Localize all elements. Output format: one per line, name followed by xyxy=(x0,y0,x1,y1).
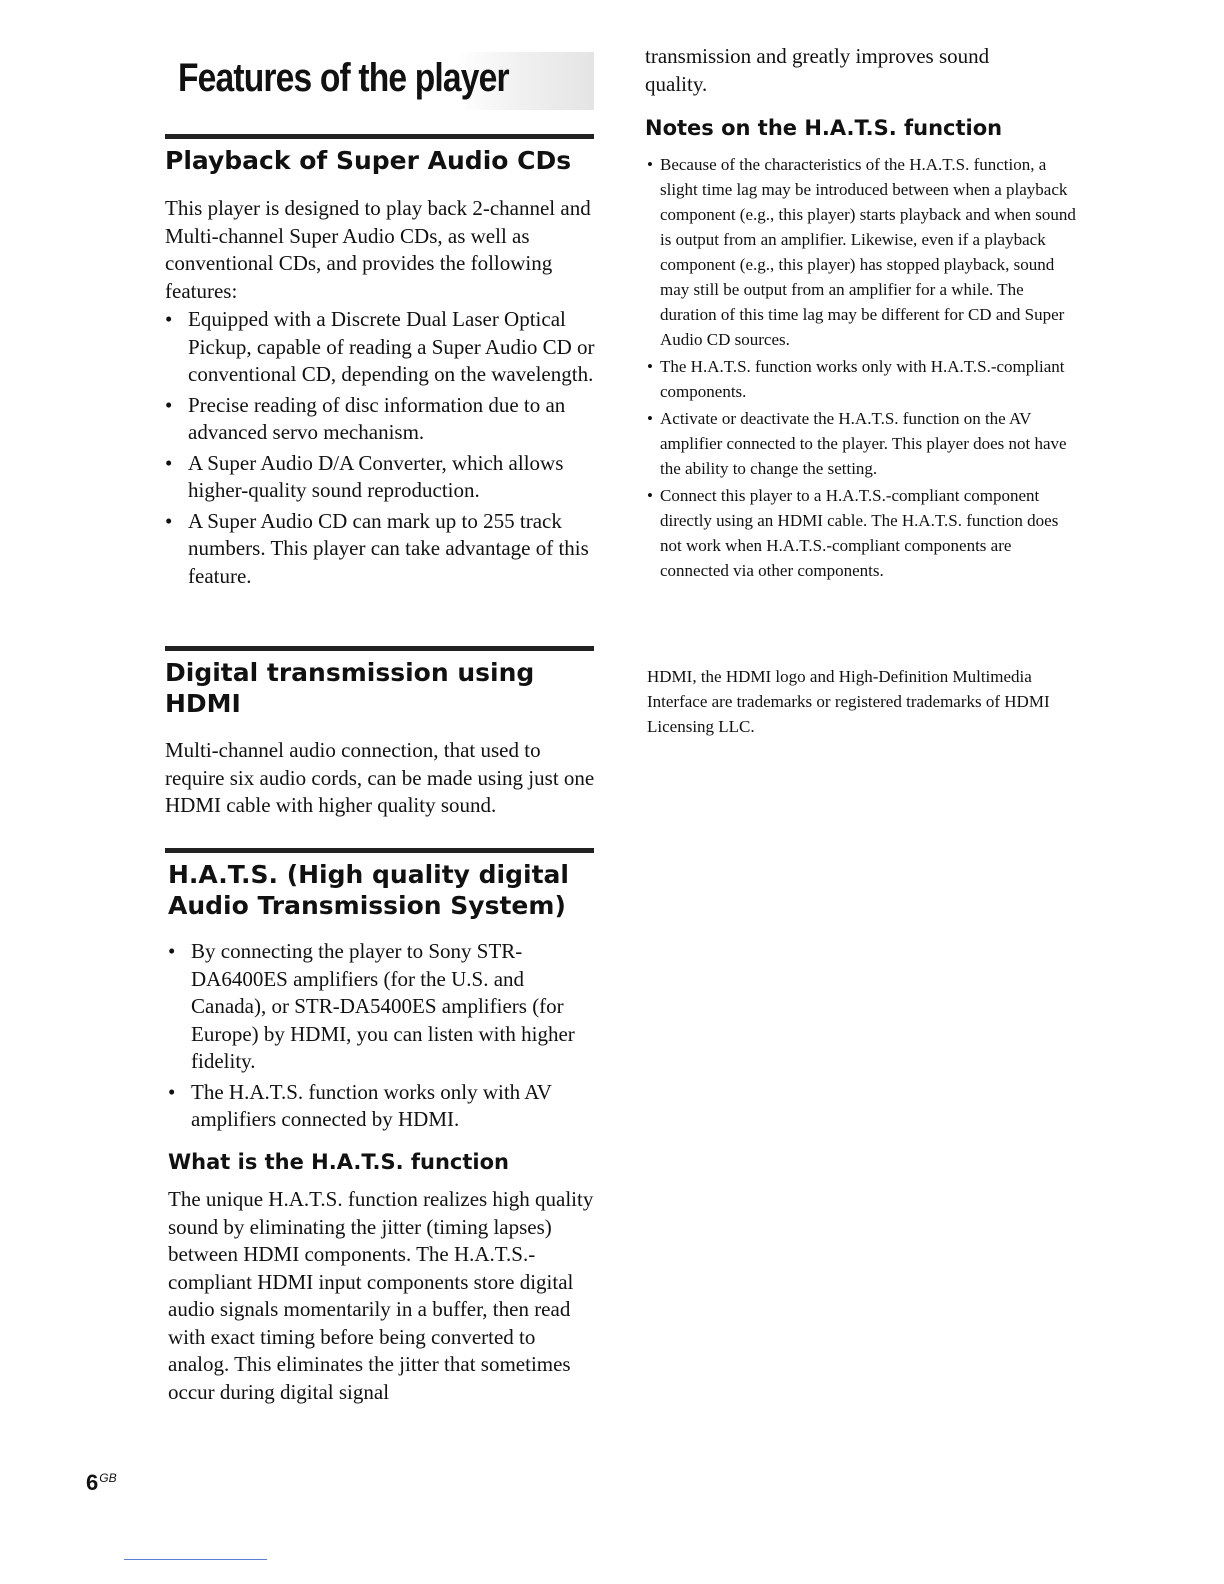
list-item: • Because of the characteristics of the H.A.T.S. function, a slight time lag may be introduced between when a playback component (e.g., this player) starts playback and when sound is output from an amplifier. Likewise, even if a playback component (e.g., this player) has stopped playback, sound may still be output from an amplifier for a while. The duration of this time lag may be different for CD and Super Audio CD sources. xyxy=(647,152,1077,352)
bullet-icon: • xyxy=(647,357,653,376)
bullet-icon: • xyxy=(647,155,653,174)
list-item: • Connect this player to a H.A.T.S.-compliant component directly using an HDMI cable. The H.A.T.S. function does not work when H.A.T.S.-compliant components are connected via other components. xyxy=(647,483,1077,583)
page-title-banner xyxy=(168,52,594,110)
sacd-feature-list xyxy=(165,306,595,593)
list-item: • A Super Audio D/A Converter, which allows higher-quality sound reproduction. xyxy=(165,450,564,502)
list-item: • The H.A.T.S. function works only with AV amplifiers connected by HDMI. xyxy=(168,1079,552,1131)
bullet-icon: • xyxy=(165,392,173,417)
bullet-icon: • xyxy=(165,508,173,533)
list-item: • Activate or deactivate the H.A.T.S. function on the AV amplifier connected to the player. This player does not have the ability to change the setting. xyxy=(647,406,1077,481)
section-rule xyxy=(165,646,594,651)
hats-feature-list xyxy=(168,938,598,1137)
sacd-intro: This player is designed to play back 2-channel and Multi-channel Super Audio CDs, as well as conventional CDs, and provides the following features: xyxy=(165,196,591,303)
bullet-icon: • xyxy=(168,939,176,963)
section-heading-hats: H.A.T.S. (High quality digital Audio Transmission System) xyxy=(168,860,569,920)
what-is-hats-body: The unique H.A.T.S. function realizes high quality sound by eliminating the jitter (timing lapses) between HDMI components. The H.A.T.S.-compliant HDMI input components store digital audio signals momentarily in a buffer, then read with exact timing before being converted to analog. This eliminates the jitter that sometimes occur during digital signal xyxy=(168,1187,594,1404)
notes-list xyxy=(647,152,1077,585)
list-item: • Precise reading of disc information due to an advanced servo mechanism. xyxy=(165,392,566,444)
section-rule xyxy=(165,134,594,139)
section-heading-hdmi: Digital transmission using HDMI xyxy=(165,658,535,718)
list-item: • By connecting the player to Sony STR-DA6400ES amplifiers (for the U.S. and Canada), or STR-DA5400ES amplifiers (for Europe) by HDMI, you can listen with higher fidelity. xyxy=(168,939,575,1073)
notes-heading: Notes on the H.A.T.S. function xyxy=(645,116,1003,140)
section-heading-sacd: Playback of Super Audio CDs xyxy=(165,146,572,175)
bullet-icon: • xyxy=(165,450,173,475)
hdmi-body: Multi-channel audio connection, that used to require six audio cords, can be made using just one HDMI cable with higher quality sound. xyxy=(165,738,595,817)
list-item: • The H.A.T.S. function works only with H.A.T.S.-compliant components. xyxy=(647,354,1077,404)
what-is-hats-heading: What is the H.A.T.S. function xyxy=(168,1150,509,1174)
what-is-hats-body-continued: transmission and greatly improves sound quality. xyxy=(645,44,990,96)
page-number-suffix: GB xyxy=(99,1471,117,1485)
page-number: $6^{GB}$ xyxy=(86,1470,117,1495)
list-item: • Equipped with a Discrete Dual Laser Optical Pickup, capable of reading a Super Audio CD or conventional CD, depending on the wavelength. xyxy=(165,307,595,386)
footer-divider xyxy=(124,1559,267,1560)
bullet-icon: • xyxy=(165,307,173,331)
section-rule xyxy=(165,848,594,853)
page-title: Features of the player xyxy=(178,56,509,100)
bullet-icon: • xyxy=(647,486,653,505)
bullet-icon: • xyxy=(647,409,653,428)
trademark-notice: HDMI, the HDMI logo and High-Definition Multimedia Interface are trademarks or registered trademarks of HDMI Licensing LLC. xyxy=(647,667,1050,736)
bullet-icon: • xyxy=(168,1079,176,1104)
list-item: • A Super Audio CD can mark up to 255 track numbers. This player can take advantage of this feature. xyxy=(165,508,589,588)
